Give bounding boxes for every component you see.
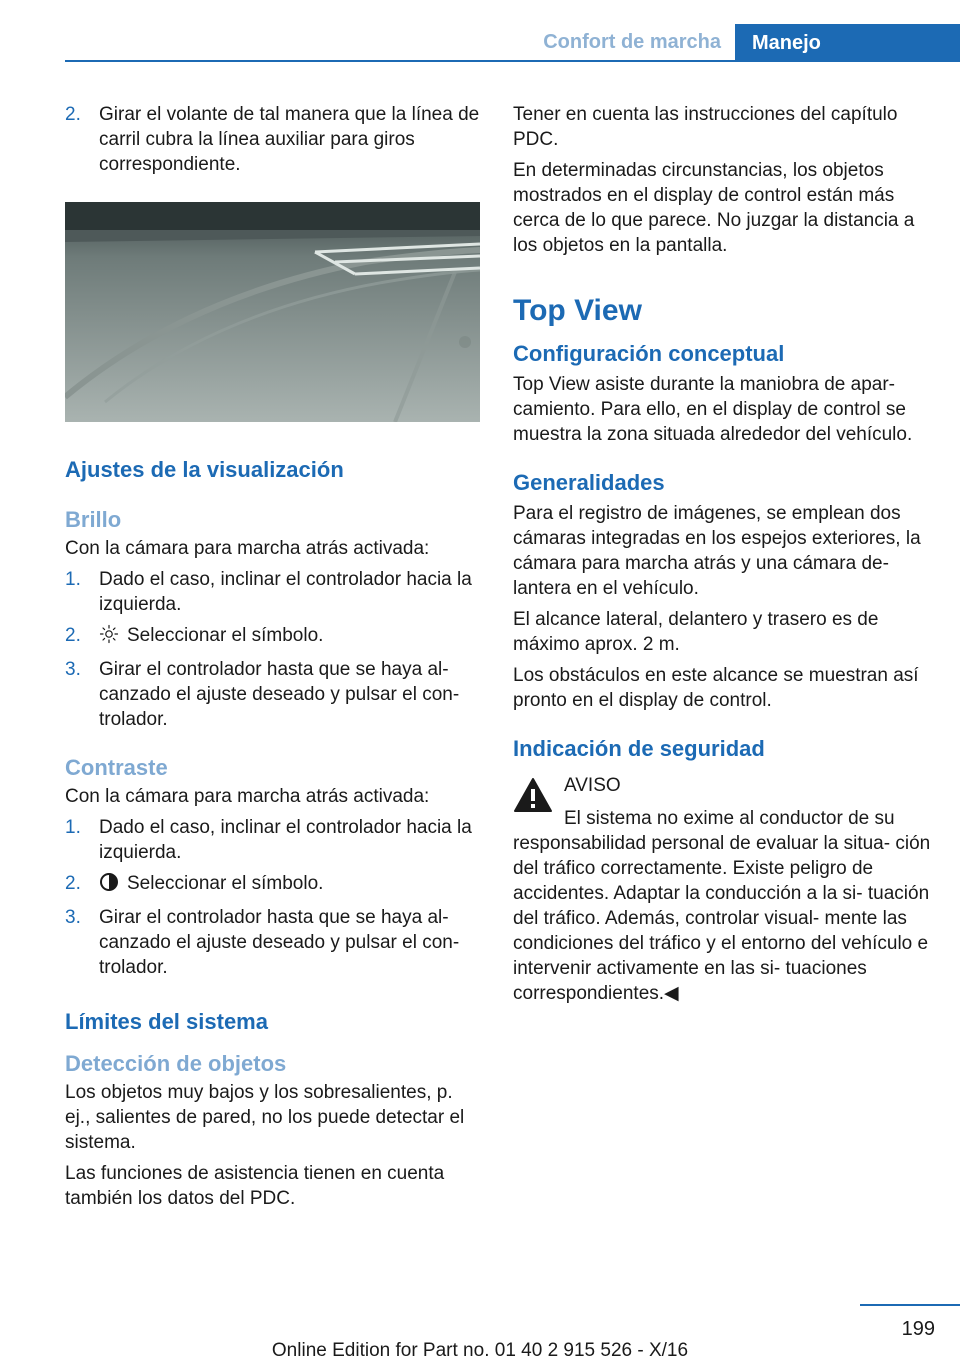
list-item: [65, 905, 483, 980]
subsection-heading: Detección de objetos: [65, 1051, 287, 1076]
paragraph: Los objetos muy bajos y los sobresalientes, p. ej., salientes de pared, no los puede detectar el sistema.: [65, 1082, 465, 1153]
paragraph: Para el registro de imágenes, se emplean dos cámaras integradas en los espejos exteriores, la cámara para marcha atrás y una cámara de- lantera en el vehículo.: [513, 503, 921, 599]
list-item: [65, 657, 483, 732]
section-heading: Indicación de seguridad: [513, 736, 765, 761]
warning-text: El sistema no exime al conductor de su: [564, 808, 895, 829]
chapter-heading: Top View: [513, 294, 642, 327]
paragraph: Los obstáculos en este alcance se muestran así pronto en el display de control.: [513, 665, 919, 711]
paragraph: Tener en cuenta las instrucciones del capítulo PDC.: [513, 104, 898, 150]
list-item: [65, 871, 483, 899]
paragraph: Con la cámara para marcha atrás activada:: [65, 538, 430, 559]
list-number: 3.: [65, 907, 81, 928]
section-heading: Generalidades: [513, 470, 665, 495]
warning-text: responsabilidad personal de evaluar la situa- ción del tráfico correctamente. Existe peligro de accidentes. Adaptar la conducción a la si- tuación del tráfico. Además, controlar visual- mente las condiciones del tráfico y el entorno del vehículo e intervenir activamente en las si- tuaciones correspondientes.◀: [513, 833, 931, 1004]
right-column: [513, 102, 933, 1006]
paragraph: El alcance lateral, delantero y trasero es de máximo aprox. 2 m.: [513, 609, 879, 655]
left-column: [65, 102, 483, 1217]
page-number: 199: [901, 1318, 935, 1340]
list-number: 2.: [65, 104, 81, 125]
list-number: 1.: [65, 569, 81, 590]
camera-view-image: [65, 202, 480, 422]
paragraph: Top View asiste durante la maniobra de apar- camiento. Para ello, en el display de control se muestra la zona situada alrededor del vehículo.: [513, 374, 913, 445]
rear-camera-picture: [65, 202, 480, 422]
paragraph: En determinadas circunstancias, los objetos mostrados en el display de control están más cerca de lo que parece. No juzgar la distancia a los objetos en la pantalla.: [513, 160, 915, 256]
list-text: Seleccionar el símbolo.: [127, 873, 324, 894]
page-header: [65, 24, 960, 62]
list-text: Dado el caso, inclinar el controlador hacia la izquierda.: [99, 569, 472, 615]
list-item: [65, 102, 483, 177]
header-rule: [65, 60, 960, 62]
list-text: Girar el controlador hasta que se haya al- canzado el ajuste deseado y pulsar el con- trolador.: [99, 659, 460, 730]
contrast-icon: [99, 872, 121, 899]
section-heading: Configuración conceptual: [513, 341, 785, 366]
subsection-heading: Brillo: [65, 507, 122, 532]
list-item: [65, 567, 483, 617]
chapter-tab: Manejo: [735, 24, 960, 62]
paragraph: Con la cámara para marcha atrás activada:: [65, 786, 430, 807]
list-item: [65, 815, 483, 865]
sun-icon: [99, 624, 121, 651]
list-item: [65, 623, 483, 651]
list-text: Dado el caso, inclinar el controlador hacia la izquierda.: [99, 817, 472, 863]
paragraph: Las funciones de asistencia tienen en cuenta también los datos del PDC.: [65, 1163, 445, 1209]
section-tab: Confort de marcha: [543, 31, 721, 53]
section-heading: Ajustes de la visualización: [65, 457, 344, 482]
list-number: 2.: [65, 873, 81, 894]
subsection-heading: Contraste: [65, 755, 168, 780]
list-number: 3.: [65, 659, 81, 680]
warning-title: AVISO: [564, 775, 621, 796]
list-number: 1.: [65, 817, 81, 838]
warning-box: [513, 773, 933, 1006]
list-text: Girar el controlador hasta que se haya al- canzado el ajuste deseado y pulsar el con- trolador.: [99, 907, 460, 978]
list-number: 2.: [65, 625, 81, 646]
list-text: Seleccionar el símbolo.: [127, 625, 324, 646]
warning-triangle-icon: [513, 777, 553, 813]
section-heading: Límites del sistema: [65, 1009, 268, 1034]
footer-rule: [860, 1304, 960, 1306]
list-text: Girar el volante de tal manera que la línea de carril cubra la línea auxiliar para giros correspondiente.: [99, 104, 480, 175]
footer-edition: Online Edition for Part no. 01 40 2 915 526 - X/16: [271, 1340, 689, 1361]
